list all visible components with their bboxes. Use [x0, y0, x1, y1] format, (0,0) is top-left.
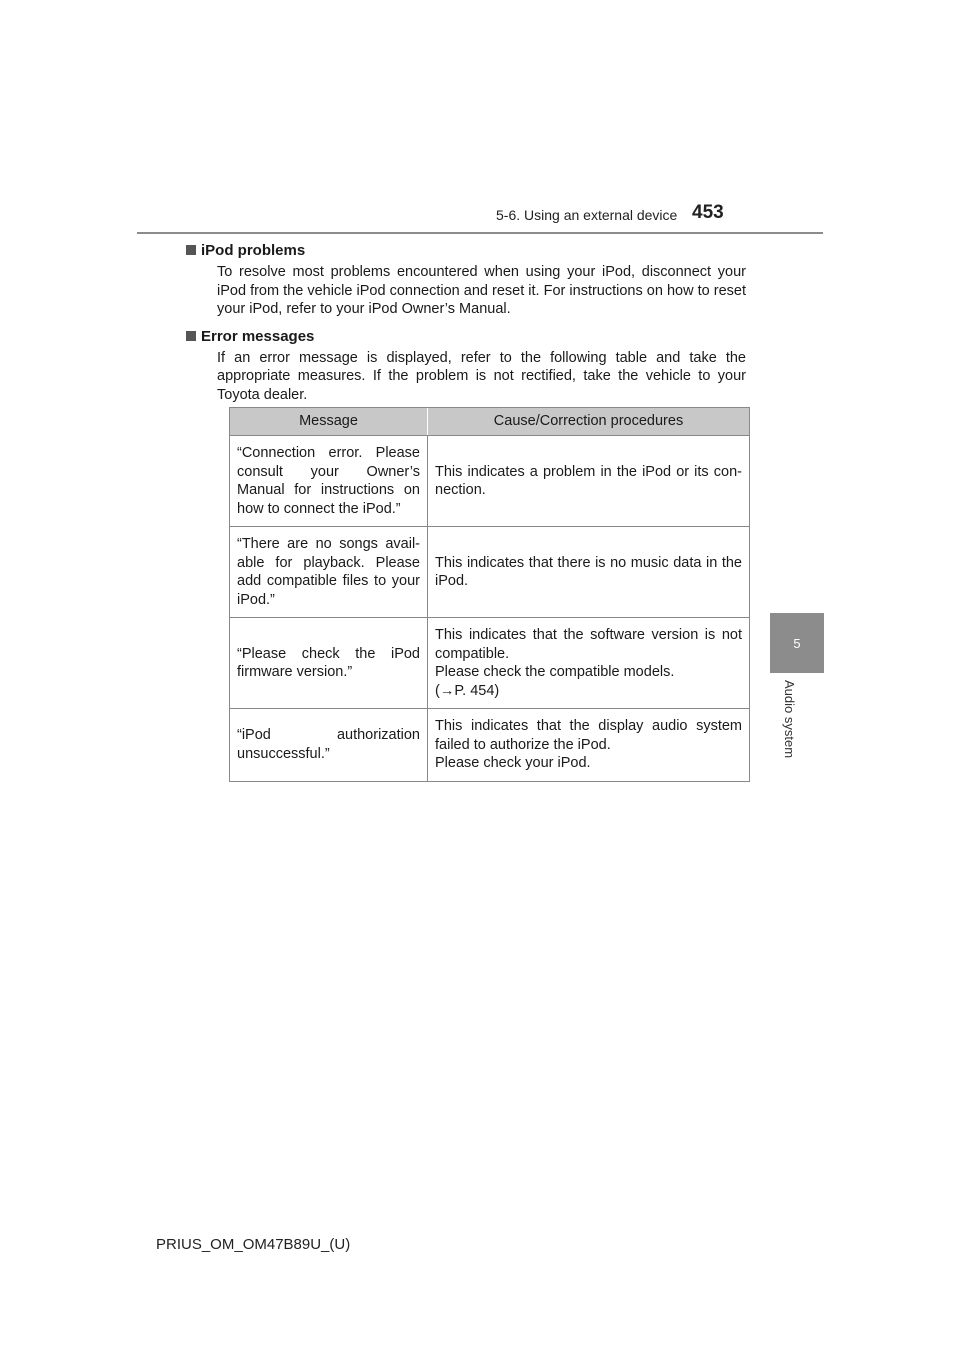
cause-cell: This indicates that the software version is not compatible. Please check the compatible models. (→P. 454) [428, 618, 750, 709]
square-bullet-icon [186, 245, 196, 255]
header-divider [137, 232, 823, 234]
message-cell: “Connection error. Please consult your Owner’s Manual for instructions on how to connect the iPod.” [230, 436, 428, 527]
cause-cell: This indicates a problem in the iPod or its con-nection. [428, 436, 750, 527]
chapter-tab [770, 613, 824, 673]
table-row [230, 618, 750, 709]
page-number: 453 [692, 202, 724, 223]
cause-cell: This indicates that there is no music data in the iPod. [428, 527, 750, 618]
section-heading-text: iPod problems [201, 242, 306, 259]
section-body-ipod-problems: To resolve most problems encountered when using your iPod, disconnect your iPod from the vehicle iPod connection and reset it. For instructions on how to reset your iPod, refer to your iPod Owner’s Manual. [217, 264, 746, 317]
column-header-message: Message [230, 408, 428, 436]
column-header-cause: Cause/Correction procedures [428, 408, 750, 436]
section-heading-ipod-problems [186, 241, 746, 261]
message-cell: “There are no songs avail-able for playback. Please add compatible files to your iPod.” [230, 527, 428, 618]
message-cell: “iPod authorization unsuccessful.” [230, 709, 428, 782]
section-heading-error-messages [186, 327, 746, 347]
section-body-error-messages: If an error message is displayed, refer to the following table and take the appropriate measures. If the problem is not rectified, take the vehicle to your Toyota dealer. [217, 349, 746, 403]
square-bullet-icon [186, 331, 196, 341]
header-section-title: 5-6. Using an external device [496, 207, 678, 223]
table-row [230, 709, 750, 782]
table-row [230, 436, 750, 527]
main-content [196, 241, 746, 412]
chapter-tab-label: Audio system [782, 680, 797, 759]
table-row [230, 527, 750, 618]
message-cell: “Please check the iPod firmware version.” [230, 618, 428, 709]
chapter-tab-number: 5 [793, 635, 801, 651]
document-code: PRIUS_OM_OM47B89U_(U) [156, 1236, 351, 1253]
table-header-row [230, 408, 750, 436]
section-heading-text: Error messages [201, 327, 315, 345]
cause-cell: This indicates that the display audio system failed to authorize the iPod. Please check your iPod. [428, 709, 750, 782]
error-messages-table [229, 407, 750, 782]
